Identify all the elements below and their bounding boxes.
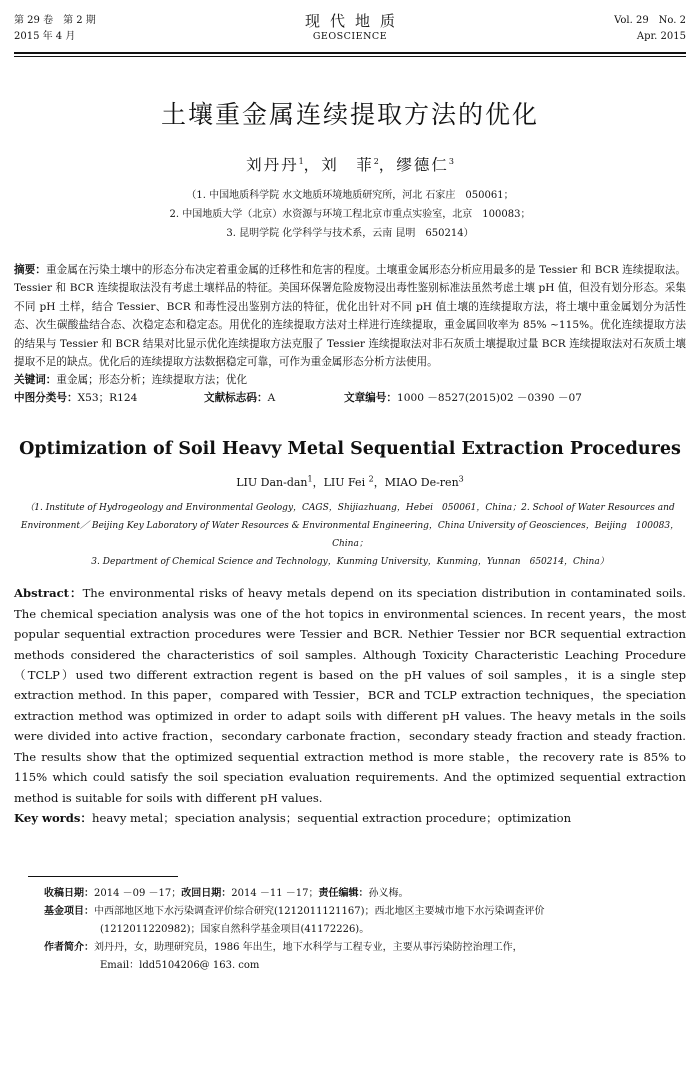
clc-number <box>14 389 204 407</box>
document-code <box>204 389 344 407</box>
keywords-text-cn: 重金属；形态分析；连续提取方法；优化 <box>56 374 248 387</box>
affiliation-line: （1. Institute of Hydrogeology and Environmental Geology，CAGS，Shijiazhuang，Hebei 050061，China；2. School of Water Resources and <box>25 503 675 514</box>
keywords-label-cn: 关键词： <box>14 374 57 387</box>
author-separator: ， <box>378 156 397 174</box>
journal-name-cn: 现代地质 <box>304 12 405 30</box>
editor-label: 责任编辑： <box>318 887 369 899</box>
fund-line1: 中西部地区地下水污染调查评价综合研究(1212011121167)；西北地区主要城市地下水污染调查评价 <box>94 905 545 917</box>
editor-value: 孙义梅。 <box>368 887 409 899</box>
affiliations-en <box>14 499 686 571</box>
author-name: LIU Dan-dan <box>236 476 308 490</box>
author-affiliation-mark: 1 <box>298 156 304 166</box>
author-name: 缪德仁 <box>396 156 449 174</box>
author-name: 刘丹丹 <box>246 156 299 174</box>
author-separator: ， <box>312 476 324 490</box>
author-separator: ， <box>303 156 322 174</box>
fund-line2: (1212011220982)；国家自然科学基金项目(41172226)。 <box>100 923 370 935</box>
header-rule-thin <box>14 56 686 57</box>
header-rule-thick <box>14 52 686 54</box>
footnote-dates <box>44 885 686 903</box>
clc-label: 中图分类号： <box>14 392 78 405</box>
running-header <box>14 0 686 46</box>
affiliation-line: 3. 昆明学院 化学科学与技术系，云南 昆明 650214） <box>226 228 474 239</box>
footnote-fund <box>44 903 686 921</box>
abstract-text-cn: 重金属在污染土壤中的形态分布决定着重金属的迁移性和危害的程度。土壤重金属形态分析应用最多的是 Tessier 和 BCR 连续提取法。Tessier 和 BCR 连续提取法没有考虑土壤样品的特征。美国环保署危险废物浸出毒性鉴别标准法虽然考虑土壤 pH 值，但没有划分形态。采集不同 pH 土样，结合 Tessier、BCR 和毒性浸出鉴别方法的特征，优化出针对不同 pH 值土壤的连续提取方法，将土壤中重金属划分为活性态、次生碳酸盐结合态、次稳定态和稳定态。用优化的连续提取方法对土样进行连续提取，重金属回收率为 85% ~115%。优化连续提取方法的结果与 Tessier 和 BCR 结果对比显示优化连续提取方法克服了 Tessier 连续提取法对非石灰质土壤提取过量 BCR 连续提取法对石灰质土壤提取不足的缺点。优化后的连续提取方法数据稳定可靠，可作为重金属形态分析方法使用。 <box>14 264 687 369</box>
document-code-label: 文献标志码： <box>204 392 268 405</box>
keywords-en <box>14 808 686 828</box>
clc-value: X53；R124 <box>77 392 138 405</box>
author-affiliation-mark: 1 <box>307 474 313 484</box>
affiliations-cn <box>14 186 686 243</box>
author-name: LIU Fei <box>323 476 369 490</box>
header-issue-en <box>614 13 686 45</box>
footnote-rule <box>28 876 178 877</box>
classification-cn <box>14 389 686 407</box>
abstract-text-en: The environmental risks of heavy metals depend on its speciation distribution in contaminated soils. The chemical speciation analysis was one of the hot topics in environmental sciences. In recent years，the most popular sequential extraction procedures were Tessier and BCR. Nethier Tessier nor BCR sequential extraction methods considered the characteristics of soil samples. Although Toxicity Characteristic Leaching Procedure（TCLP）used two different extraction regent is based on the pH values of soil samples，it is a single step extraction method. In this paper，compared with Tessier，BCR and TCLP extraction techniques，the speciation extraction method was optimized in order to adapt soils with different pH values. The heavy metals in the soils were divided into active fraction，secondary carbonate fraction，secondary steady fraction and steady fraction. The results show that the optimized sequential extraction method is more stable，the recovery rate is 85% to 115% which could satisfy the soil speciation evaluation requirements. And the optimized sequential extraction method is suitable for soils with different pH values. <box>14 586 686 805</box>
author-affiliation-mark: 2 <box>368 474 374 484</box>
author-email: Email：ldd5104206@ 163. com <box>100 959 260 971</box>
header-volume-en: Vol. 29 No. 2 <box>614 15 686 26</box>
article-title-en: Optimization of Soil Heavy Metal Sequential Extraction Procedures <box>19 439 681 460</box>
footnote-author <box>44 939 686 957</box>
fund-label: 基金项目： <box>44 905 94 917</box>
article-number <box>344 389 582 407</box>
author-bio-line1: 刘丹丹，女，助理研究员，1986 年出生，地下水科学与工程专业，主要从事污染防控治理工作， <box>94 941 523 953</box>
received-label: 收稿日期： <box>44 887 94 899</box>
footnotes <box>14 885 686 975</box>
author-affiliation-mark: 3 <box>458 474 464 484</box>
affiliation-line: Environment／ Beijing Key Laboratory of Water Resources & Environmental Engineering，China University of Geosciences，Beijing 100083，China； <box>20 521 680 550</box>
affiliation-line: 2. 中国地质大学（北京）水资源与环境工程北京市重点实验室，北京 100083； <box>169 209 531 220</box>
revised-value: 2014 －11 －17； <box>231 887 319 899</box>
abstract-cn <box>14 261 686 371</box>
journal-name <box>14 12 686 44</box>
abstract-label-en: Abstract： <box>14 586 83 601</box>
authors-en <box>14 475 686 491</box>
abstract-en <box>14 583 686 807</box>
author-name: MIAO De-ren <box>384 476 459 490</box>
affiliation-line: 3. Department of Chemical Science and Technology，Kunming University，Kunming，Yunnan 650214，China） <box>91 557 609 568</box>
article-title-cn: 土壤重金属连续提取方法的优化 <box>160 100 539 129</box>
affiliation-line: （1. 中国地质科学院 水文地质环境地质研究所，河北 石家庄 050061； <box>186 190 514 201</box>
revised-label: 改回日期： <box>181 887 232 899</box>
document-code-value: A <box>267 392 276 405</box>
author-affiliation-mark: 2 <box>373 156 379 166</box>
author-bio-label: 作者简介： <box>44 941 94 953</box>
received-value: 2014 －09 －17； <box>94 887 182 899</box>
keywords-label-en: Key words： <box>14 810 93 825</box>
authors-cn <box>14 154 686 176</box>
author-affiliation-mark: 3 <box>448 156 454 166</box>
header-date-cn: 2015 年 4 月 <box>14 31 76 42</box>
author-separator: ， <box>373 476 385 490</box>
header-date-en: Apr. 2015 <box>636 31 686 42</box>
keywords-cn <box>14 371 686 389</box>
abstract-label-cn: 摘要： <box>14 264 46 276</box>
journal-name-en: GEOSCIENCE <box>312 31 388 42</box>
article-number-value: 1000 －8527(2015)02 －0390 －07 <box>396 392 582 405</box>
article-number-label: 文章编号： <box>344 392 397 405</box>
keywords-text-en: heavy metal；speciation analysis；sequential extraction procedure；optimization <box>92 810 572 825</box>
author-name: 刘 菲 <box>321 156 374 174</box>
header-volume-cn: 第 29 卷 第 2 期 <box>14 15 96 26</box>
